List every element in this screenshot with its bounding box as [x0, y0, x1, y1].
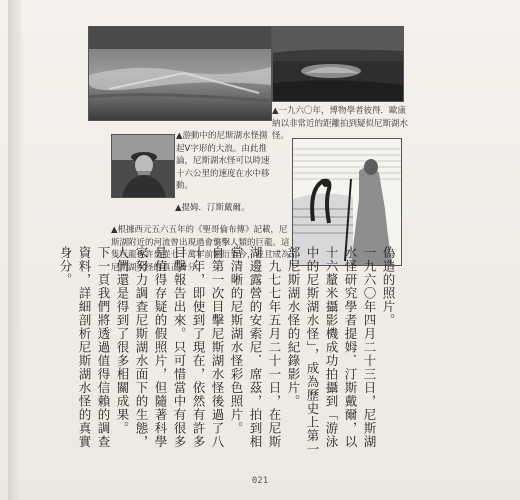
body-paragraph: 自第一次目擊尼斯湖水怪後過了八十年，即使到了現在，依然有許多目擊報告出來。只可惜當中有很多是值得存疑的假照片，但隨著科學家努力調查尼斯湖水面下的生態，人們還是得到了很多相關成果。: [115, 246, 225, 449]
body-paragraph: 一九六〇年四月二十三日，尼斯湖水怪研究學者提姆．汀斯戴爾，以十六釐米攝影機成功拍攝到「游泳中的尼斯湖水怪」，成為歷史上第一部尼斯湖水怪的紀錄影片。: [286, 246, 377, 456]
page-number: 021: [251, 476, 269, 486]
body-paragraph: 下一頁我們將透過值得信賴的調查資料，詳細剖析尼斯湖水怪的真實身分。: [58, 246, 111, 449]
body-paragraph: 一九七七年五月二十一日，在尼斯湖邊露營的安索尼．席茲，拍到相當清晰的尼斯湖水怪彩色照片。: [229, 246, 282, 449]
book-spine: [8, 0, 22, 500]
photo-monster-wave: [88, 26, 272, 121]
caption-saint-columba: ▲根據西元五六五年的《聖哥倫布傳》記載，尼斯湖附近的河流曾出現過會襲擊人類的巨龍。這隻巨龍也許是從七千萬年前繁衍至今，並且成為尼斯湖水怪的真正身分。: [111, 225, 290, 273]
body-paragraph: 偽造的照片。: [381, 246, 396, 327]
caption-tim-dinsdale: ▲提姆．汀斯戴爾。: [175, 203, 250, 213]
caption-museum-1960: ▲一九六〇年，博物學者彼得．歐康納以非常近的距離拍到疑似尼斯湖水怪。: [272, 106, 409, 141]
photo-museum-1960: [272, 26, 404, 102]
photo-tim-dinsdale: [111, 134, 175, 198]
caption-monster-wave: ▲游動中的尼斯湖水怪揚起V字形的大浪。由此推論，尼斯湖水怪可以時速十六公里的速度在水中移動。: [176, 131, 270, 191]
